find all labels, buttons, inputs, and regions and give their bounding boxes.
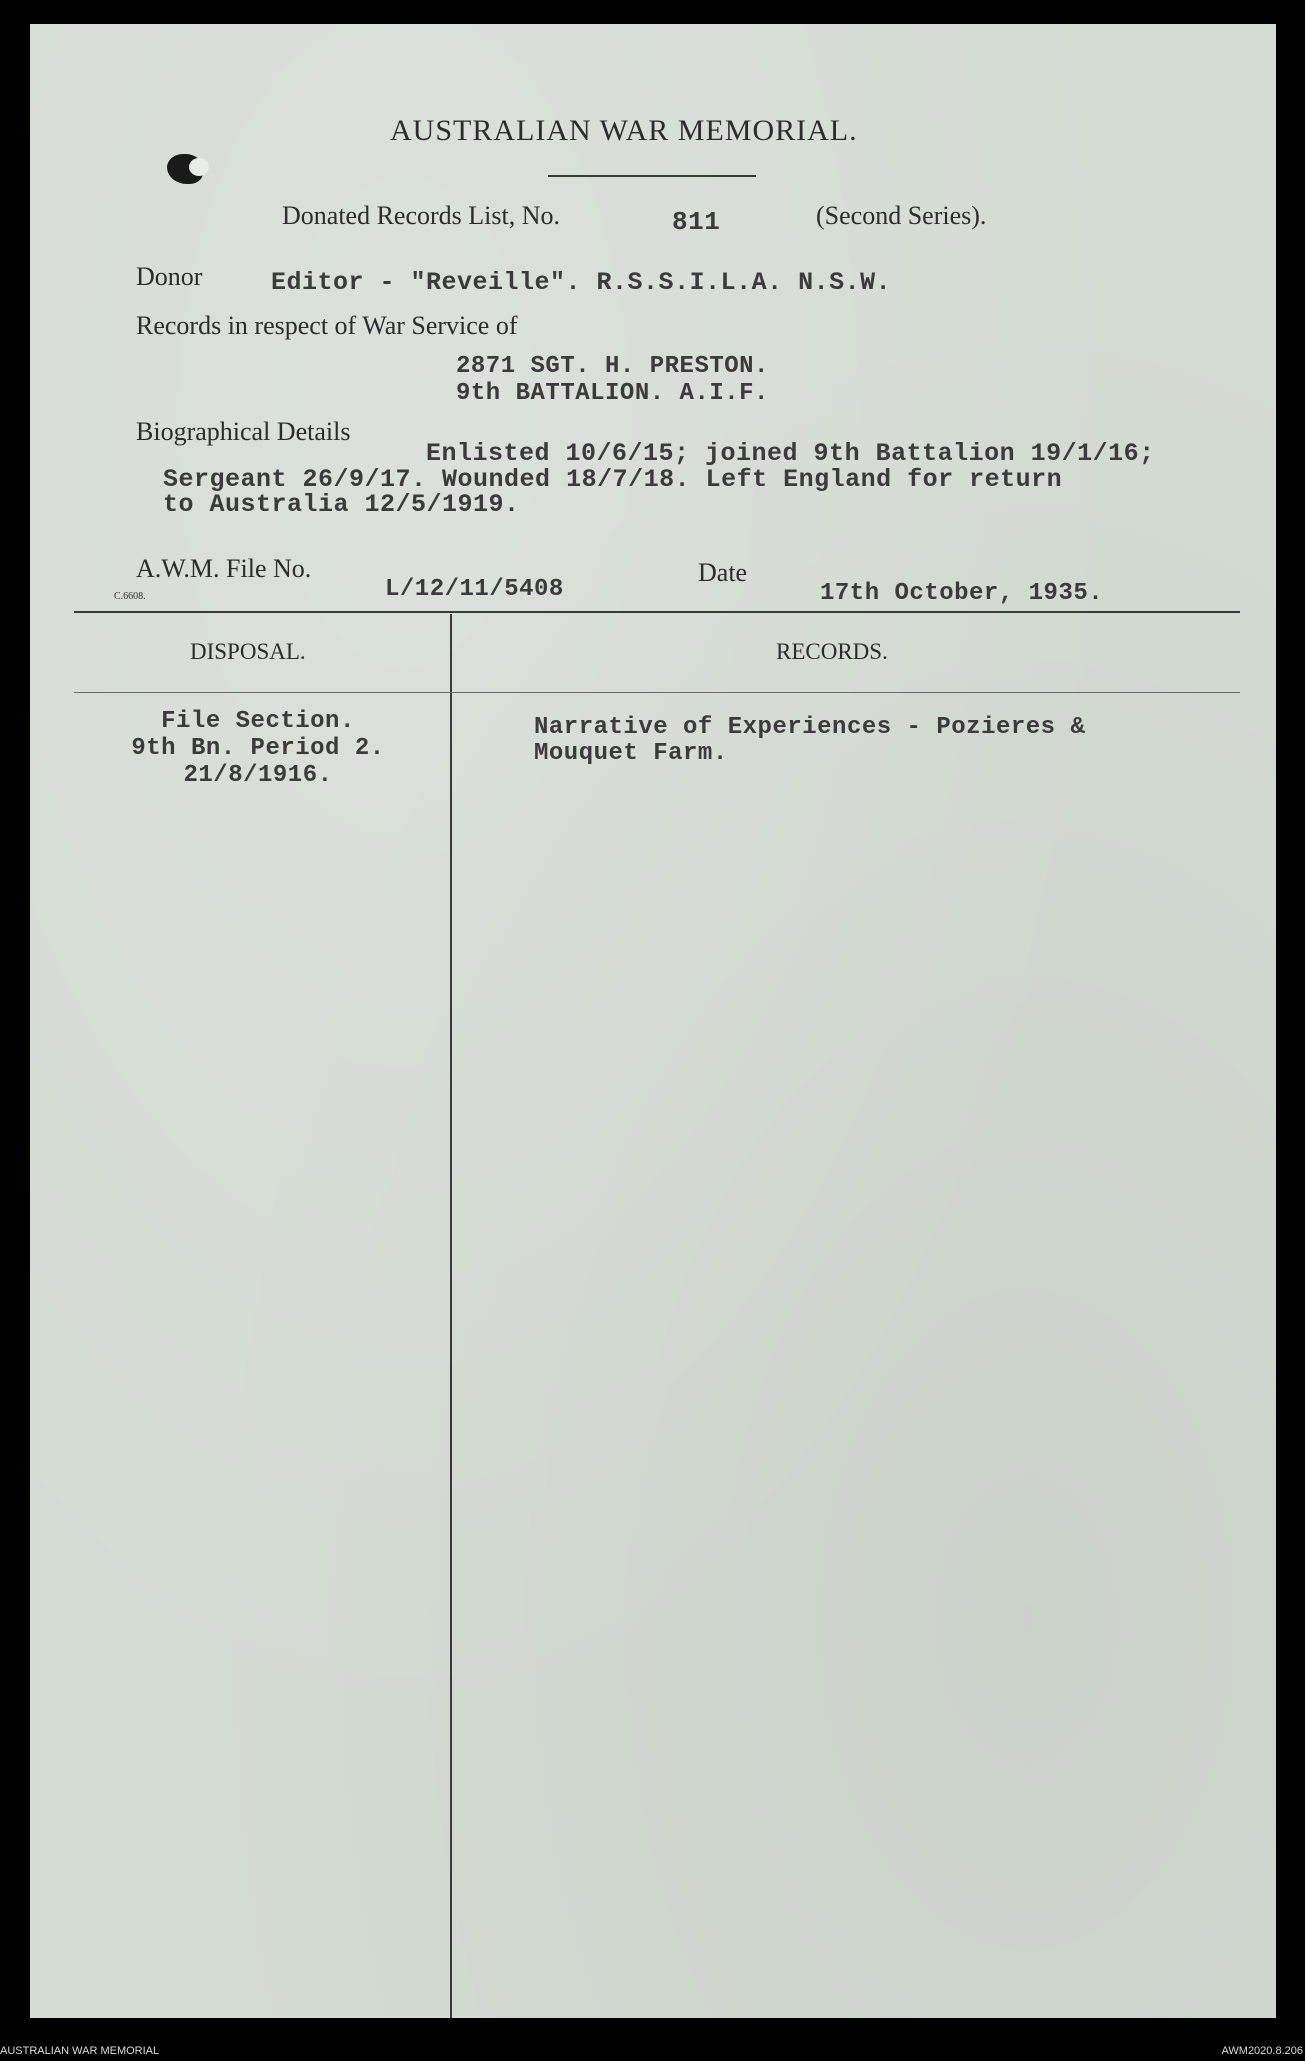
records-label: Records in respect of War Service of (136, 311, 518, 340)
bio-line-2: Sergeant 26/9/17. Wounded 18/7/18. Left England for return (163, 465, 1063, 494)
date-value: 17th October, 1935. (820, 580, 1104, 607)
institution-title: AUSTRALIAN WAR MEMORIAL. (390, 114, 858, 147)
list-number: 811 (672, 207, 721, 237)
records-line-1: Narrative of Experiences - Pozieres & (534, 714, 1086, 741)
form-code: C.6608. (114, 591, 146, 602)
date-label: Date (698, 558, 748, 587)
column-divider (450, 614, 452, 2018)
bio-line-1: Enlisted 10/6/15; joined 9th Battalion 19/1/16; (426, 439, 1155, 468)
table-top-rule (74, 611, 1240, 613)
disposal-line-1: File Section. (161, 708, 355, 735)
file-label: A.W.M. File No. (136, 554, 312, 583)
footer-source: AUSTRALIAN WAR MEMORIAL (0, 2045, 160, 2057)
header-disposal: DISPOSAL. (190, 639, 306, 664)
series-label: (Second Series). (816, 201, 987, 230)
header-rule (74, 692, 1240, 693)
bio-line-3: to Australia 12/5/1919. (163, 490, 520, 519)
punch-hole (167, 154, 203, 184)
donor-value: Editor - "Reveille". R.S.S.I.L.A. N.S.W. (271, 268, 892, 297)
soldier-line-1: 2871 SGT. H. PRESTON. (456, 353, 769, 380)
footer-accession: AWM2020.8.206 (1221, 2045, 1303, 2057)
donor-label: Donor (136, 262, 203, 291)
header-records: RECORDS. (776, 639, 888, 664)
file-value: L/12/11/5408 (385, 576, 564, 603)
disposal-line-2: 9th Bn. Period 2. (131, 735, 385, 762)
document-page (30, 24, 1276, 2018)
list-label: Donated Records List, No. (282, 201, 561, 230)
records-line-2: Mouquet Farm. (534, 740, 728, 767)
soldier-line-2: 9th BATTALION. A.I.F. (456, 380, 769, 407)
disposal-line-3: 21/8/1916. (183, 762, 333, 789)
title-underline (548, 175, 756, 177)
bio-label: Biographical Details (136, 417, 351, 446)
